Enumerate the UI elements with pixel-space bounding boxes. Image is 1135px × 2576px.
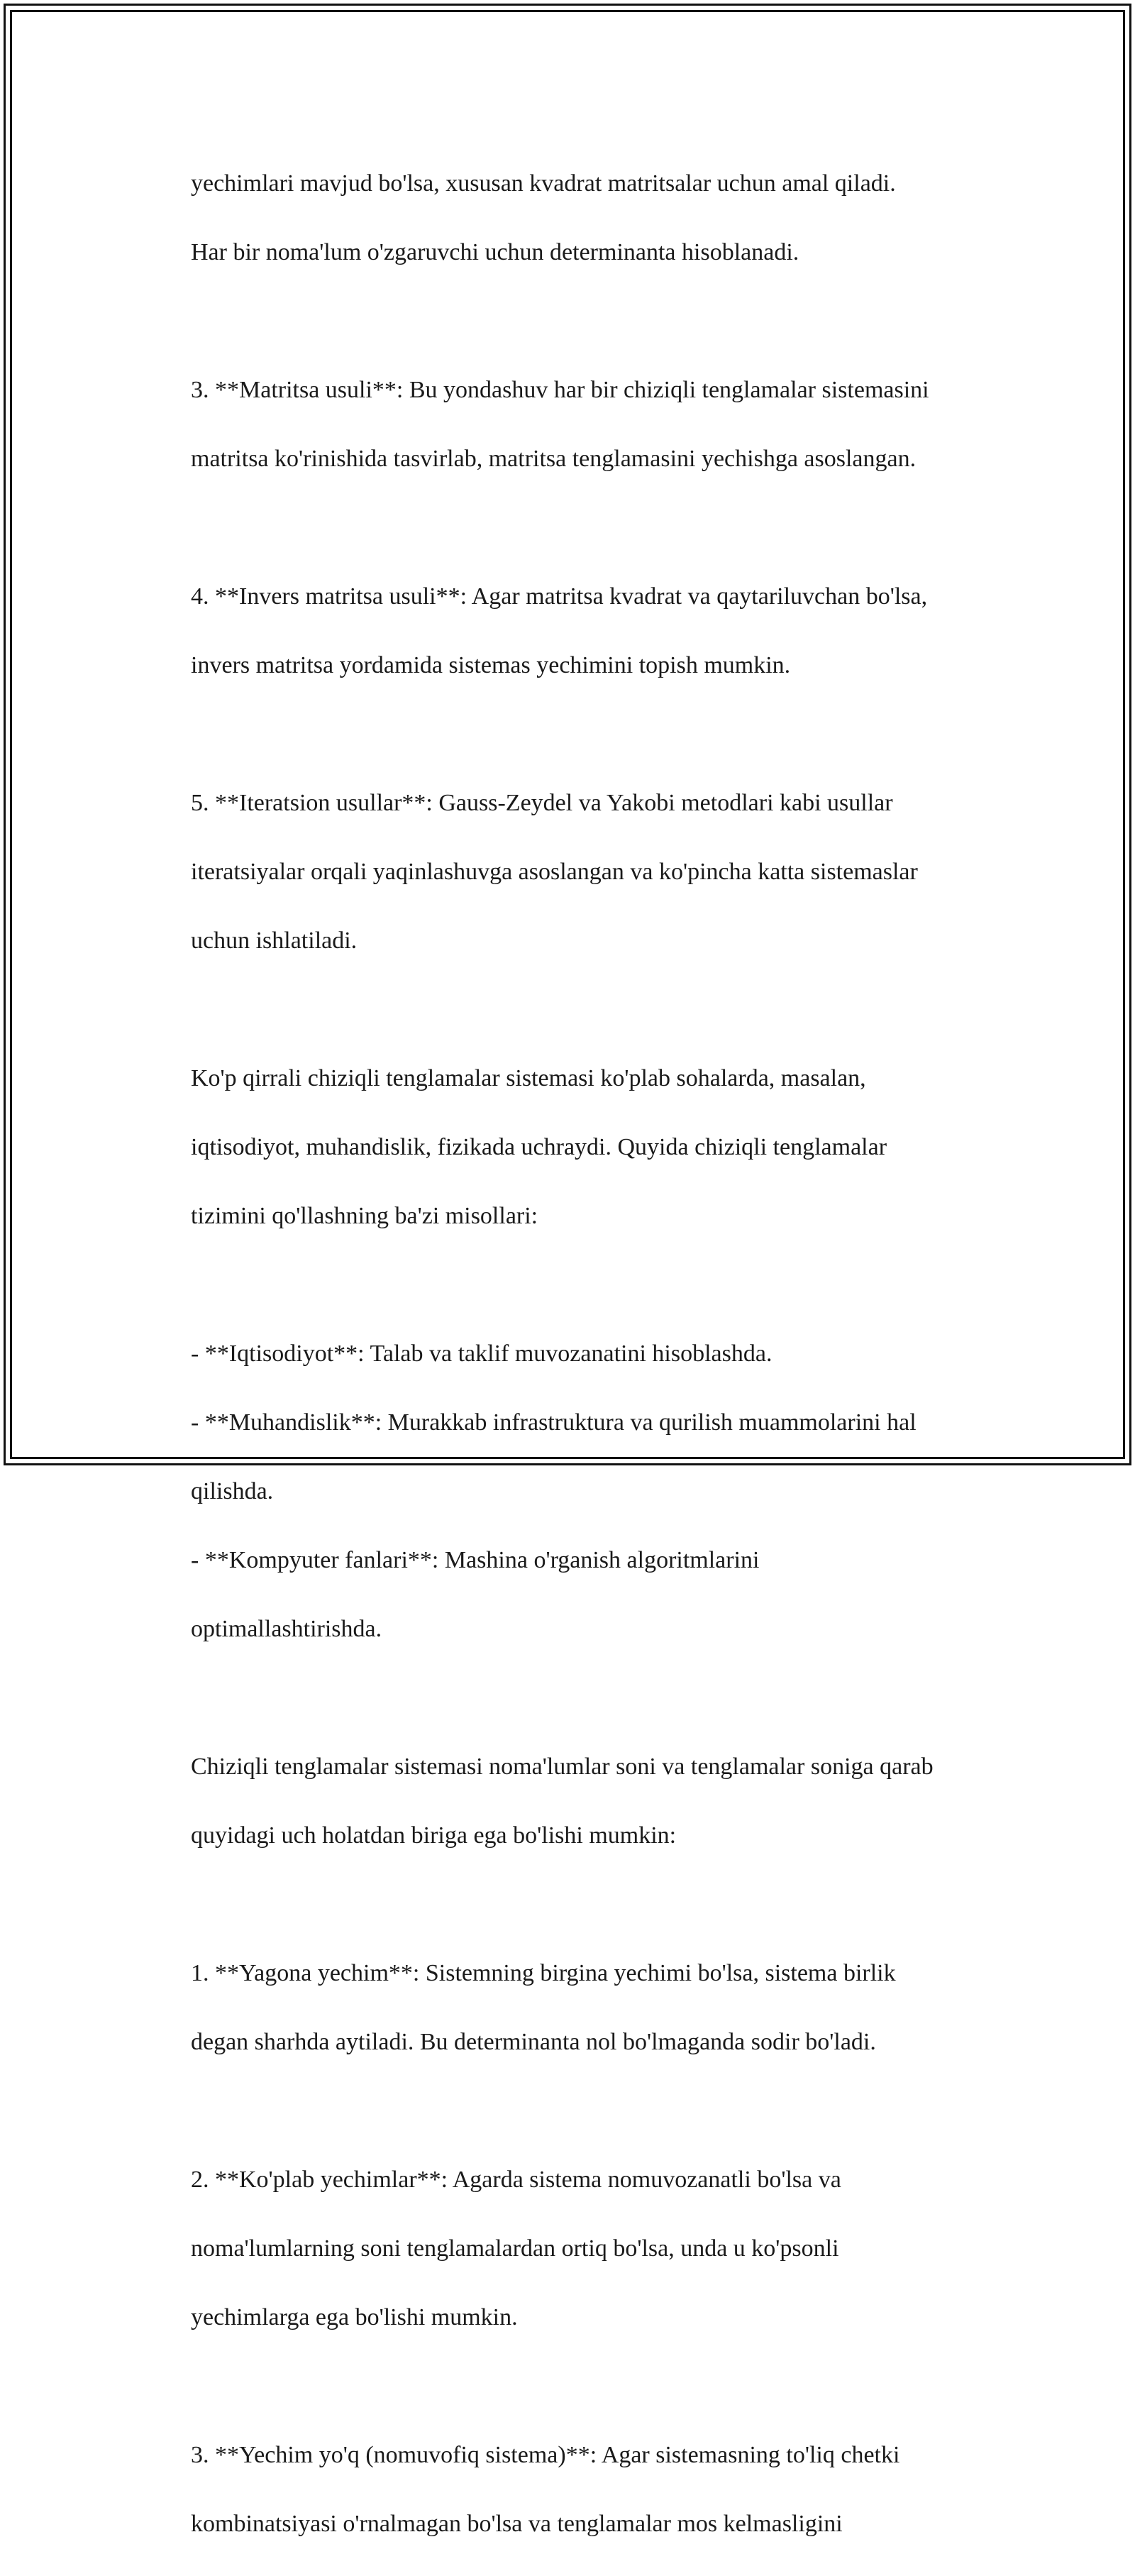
paragraph-cases-intro: [167, 1715, 1004, 1888]
text-line: degan sharhda aytiladi. Bu determinanta nol bo'lmaganda sodir bo'ladi.: [191, 2028, 876, 2055]
document-body: [167, 132, 1004, 2576]
text-line: iteratsiyalar orqali yaqinlashuvga asoslangan va ko'pincha katta sistemaslar: [191, 858, 918, 885]
paragraph-applications-intro: [167, 1027, 1004, 1268]
text-line: Har bir noma'lum o'zgaruvchi uchun determinanta hisoblanadi.: [191, 238, 799, 265]
paragraph-matritsa-usuli: [167, 338, 1004, 511]
text-line: yechimlarga ega bo'lishi mumkin.: [191, 2303, 518, 2330]
text-line: 5. **Iteratsion usullar**: Gauss-Zeydel va Yakobi metodlari kabi usullar: [191, 789, 893, 816]
text-line: 1. **Yagona yechim**: Sistemning birgina yechimi bo'lsa, sistema birlik: [191, 1959, 896, 1986]
text-line: uchun ishlatiladi.: [191, 927, 358, 954]
paragraph-yechim-yoq: [167, 2404, 1004, 2576]
text-line: noma'lumlarning soni tenglamalardan ortiq bo'lsa, unda u ko'psonli: [191, 2235, 839, 2262]
paragraph-yagona-yechim: [167, 1922, 1004, 2094]
paragraph-iteratsion: [167, 752, 1004, 993]
text-line: yechimlari mavjud bo'lsa, xususan kvadrat matritsalar uchun amal qiladi.: [191, 170, 896, 197]
text-line: iqtisodiyot, muhandislik, fizikada uchraydi. Quyida chiziqli tenglamalar: [191, 1133, 887, 1160]
list-item: - **Iqtisodiyot**: Talab va taklif muvozanatini hisoblashda.: [191, 1340, 773, 1367]
text-line: tizimini qo'llashning ba'zi misollari:: [191, 1202, 538, 1229]
bullet-list: [167, 1302, 1004, 1681]
text-line: 3. **Yechim yo'q (nomuvofiq sistema)**: Agar sistemasning to'liq chetki: [191, 2441, 900, 2468]
text-line: 3. **Matritsa usuli**: Bu yondashuv har bir chiziqli tenglamalar sistemasini: [191, 376, 929, 403]
paragraph-koplab-yechimlar: [167, 2128, 1004, 2369]
text-line: matritsa ko'rinishida tasvirlab, matritsa tenglamasini yechishga asoslangan.: [191, 445, 917, 472]
text-line: 2. **Ko'plab yechimlar**: Agarda sistema nomuvozanatli bo'lsa va: [191, 2166, 841, 2193]
list-item: - **Muhandislik**: Murakkab infrastruktura va qurilish muammolarini hal: [191, 1409, 917, 1436]
text-line: optimallashtirishda.: [191, 1615, 382, 1642]
text-line: Ko'p qirrali chiziqli tenglamalar sistemasi ko'plab sohalarda, masalan,: [191, 1064, 866, 1091]
paragraph-invers-matritsa: [167, 545, 1004, 717]
text-line: quyidagi uch holatdan biriga ega bo'lishi mumkin:: [191, 1822, 677, 1849]
text-line: invers matritsa yordamida sistemas yechimini topish mumkin.: [191, 651, 791, 678]
list-item: - **Kompyuter fanlari**: Mashina o'rganish algoritmlarini: [191, 1546, 760, 1573]
text-line: Chiziqli tenglamalar sistemasi noma'lumlar soni va tenglamalar soniga qarab: [191, 1753, 934, 1780]
text-line: kombinatsiyasi o'rnalmagan bo'lsa va tenglamalar mos kelmasligini: [191, 2510, 843, 2537]
text-line: qilishda.: [191, 1477, 274, 1504]
text-line: 4. **Invers matritsa usuli**: Agar matritsa kvadrat va qaytariluvchan bo'lsa,: [191, 583, 928, 610]
paragraph: [167, 132, 1004, 304]
